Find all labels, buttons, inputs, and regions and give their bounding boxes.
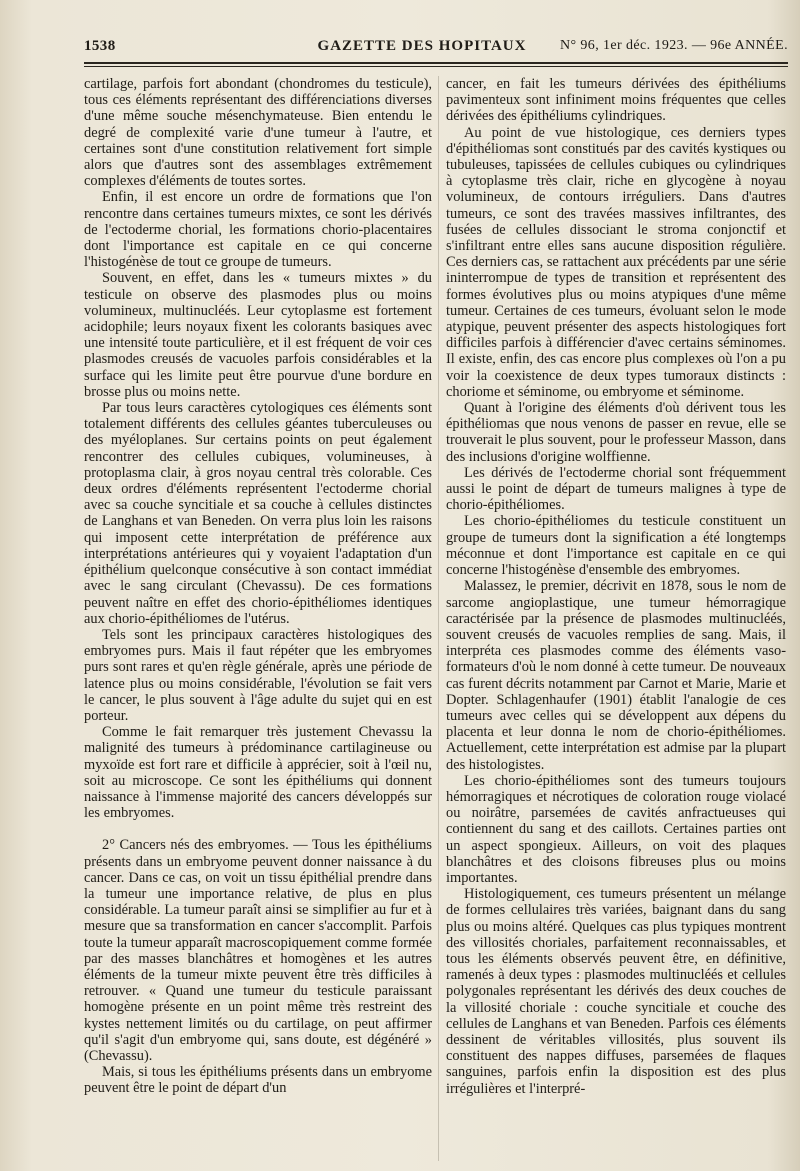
issue-info: N° 96, 1er déc. 1923. — 96e ANNÉE. [560,38,788,53]
paragraph: Histologiquement, ces tumeurs présentent un mélange de formes cellulaires très variées, baignant dans du sang plus ou moins altéré. Quelques cas plus typiques montrent des villosités choriales, parfaitement reconnaissables, et tous les éléments observés peuvent être, en définitive, ramenés à deux types : plasmodes multinucléés et cellules polygonales représentant les dérivés des deux couches de la villosité choriale : couche syncitiale et couche des cellules de Langhans et van Beneden. Parfois ces éléments dessinent de véritables villosités, plus souvent ils constituent des nappes diffuses, parsemées de flaques sanguines, parfois enfin la disposition est des plus irrégulières et l'interpré- [446,886,786,1097]
right-column [446,76,786,1097]
header-rule [84,62,788,64]
paragraph: Enfin, il est encore un ordre de formations que l'on rencontre dans certaines tumeurs mixtes, ce sont les dérivés de l'ectoderme chorial, les formations chorio-placentaires dont l'importance est capitale en ce qui concerne l'histogénèse de tout ce groupe de tumeurs. [84,189,432,271]
paragraph: Par tous leurs caractères cytologiques ces éléments sont totalement différents des cellules géantes tuberculeuses ou des myéloplanes. Sur certains points on peut également rencontrer des cellules cubiques, volumineuses, à protoplasma clair, à gros noyau central très colorable. Ces deux ordres d'éléments représentent l'ectoderme chorial avec sa couche syncitiale et sa couche à cellules distinctes de Langhans et van Beneden. On verra plus loin les raisons qui imposent cette interprétation de préférence aux interprétations antérieures qui y voyaient l'adaptation d'un épithélium quelconque consécutive à son contact immédiat avec le sang circulant (Chevassu). De ces formations peuvent naître en effet des chorio-épithéliomes identiques aux chorio-épithéliomes de l'utérus. [84,400,432,627]
paragraph: Mais, si tous les épithéliums présents dans un embryome peuvent être le point de départ d'un [84,1064,432,1097]
section-paragraph: 2° Cancers nés des embryomes. — Tous les épithéliums présents dans un embryome peuvent donner naissance à du cancer. Dans ce cas, on voit un tissu épithélial prendre dans la tumeur une importance relative, de plus en plus considérable. La tumeur paraît ainsi se simplifier au fur et à mesure que sa transformation en cancer s'accomplit. Parfois toute la tumeur apparaît macroscopiquement comme formée par des masses blanchâtres et homogènes et les autres éléments de la tumeur mixte peuvent être très difficiles à retrouver. « Quand une tumeur du testicule paraissant homogène présente en un point même très restreint des kystes nettement limités ou du cartilage, on peut affirmer qu'il s'agit d'un embryome qui, sans doute, est dégénéré » (Chevassu). [84,837,432,1064]
paragraph: Malassez, le premier, décrivit en 1878, sous le nom de sarcome angioplastique, une tumeur hémorragique caractérisée par la présence de plasmodes multinucléés, souvent creusés de vacuoles remplies de sang. Mais, il interpréta ces plasmodes comme des éléments vaso-formateurs d'où le nom donné à cette tumeur. De nouveaux cas furent décrits notamment par Carnot et Marie, Marie et Dopter. Schlagenhaufer (1901) établit l'analogie de ces tumeurs avec celles qui se développent aux dépens du placenta et leur donna le nom de chorio-épithéliomes. Actuellement, cette interprétation est admise par la plupart des histologistes. [446,578,786,773]
paragraph: Les chorio-épithéliomes sont des tumeurs toujours hémorragiques et nécrotiques de coloration rouge violacé ou noirâtre, parsemées de cavités anfractueuses qui contiennent du sang et des caillots. Certaines parties ont un aspect spongieux. Ailleurs, on voit des plaques blanchâtres et des cloisons fibreuses plus ou moins importantes. [446,772,786,886]
paragraph: Les chorio-épithéliomes du testicule constituent un groupe de tumeurs dont la signification a été longtemps méconnue et dont l'importance est capitale en ce qui concerne l'histogénèse d'ensemble des embryomes. [446,513,786,579]
left-column [84,76,432,1097]
journal-title: GAZETTE DES HOPITAUX [317,38,527,54]
paragraph: Souvent, en effet, dans les « tumeurs mixtes » du testicule on observe des plasmodes plus ou moins volumineux, multinucléés. Leur cytoplasme est fortement acidophile; leurs noyaux fixent les colorants basiques avec une intensité toute particulière, et il est fréquent de voir ces plasmodes creusés de vacuoles parfois considérables et la surface qui les limite peut être pourvue d'une bordure en brosse plus ou moins nette. [84,270,432,400]
page-header [56,34,788,60]
paragraph: Les dérivés de l'ectoderme chorial sont fréquemment aussi le point de départ de tumeurs malignes à type de chorio-épithéliomes. [446,464,786,514]
header-rule-thin [84,66,788,67]
paragraph: Tels sont les principaux caractères histologiques des embryomes purs. Mais il faut répéter que les embryomes purs sont rares et qu'en règle générale, après une période de latence plus ou moins considérable, l'évolution se fait vers le cancer, le plus souvent à l'âge adulte du sujet qui en est porteur. [84,626,432,724]
paragraph: cancer, en fait les tumeurs dérivées des épithéliums pavimenteux sont infiniment moins fréquentes que celles dérivées des épithéliums cylindriques. [446,76,786,125]
paragraph: Comme le fait remarquer très justement Chevassu la malignité des tumeurs à prédominance cartilagineuse ou myxoïde est fort rare et difficile à apprécier, soit à l'œil nu, soit au microscope. Ce sont les épithéliums qui donnent naissance à l'immense majorité des cancers développés sur les embryomes. [84,724,432,822]
page-number: 1538 [84,38,116,54]
paragraph: Au point de vue histologique, ces derniers types d'épithéliomas sont constitués par des cavités kystiques ou tubuleuses, tapissées de cellules cubiques ou cylindriques à cytoplasme très clair, riche en glycogène à noyau volumineux, de contours irréguliers. Dans d'autres tumeurs, ce sont des travées massives infiltrantes, des fusées de cellules dissociant le stroma conjonctif et s'infiltrant entre elles sans aucune disposition régulière. Ces derniers cas, se rattachent aux précédents par une série ininterrompue de types de transition et représentent des formes évolutives plus ou moins atypiques d'une même tumeur. Certaines de ces tumeurs, évoluant selon le mode atypique, peuvent présenter des aspects histologiques fort difficiles parfois à différencier d'avec certains séminomes. Il existe, enfin, des cas encore plus complexes où l'on a pu voir la coexistence de deux types tumoraux distincts : choriome et séminome, ou embryome et séminome. [446,124,786,400]
paragraph: Quant à l'origine des éléments d'où dérivent tous les épithéliomas que nous venons de passer en revue, elle se trouverait le plus souvent, pour le professeur Masson, dans des inclusions d'origine wolffienne. [446,400,786,465]
column-divider [438,76,439,1161]
paragraph: cartilage, parfois fort abondant (chondromes du testicule), tous ces éléments représentant des différenciations diverses d'une même souche mésenchymateuse. Bien entendu le degré de complexité varie d'une tumeur à l'autre, et certaines sont d'une constitution relativement fort simple alors que d'autres sont des assemblages extrêmement complexes d'éléments de toutes sortes. [84,76,432,190]
